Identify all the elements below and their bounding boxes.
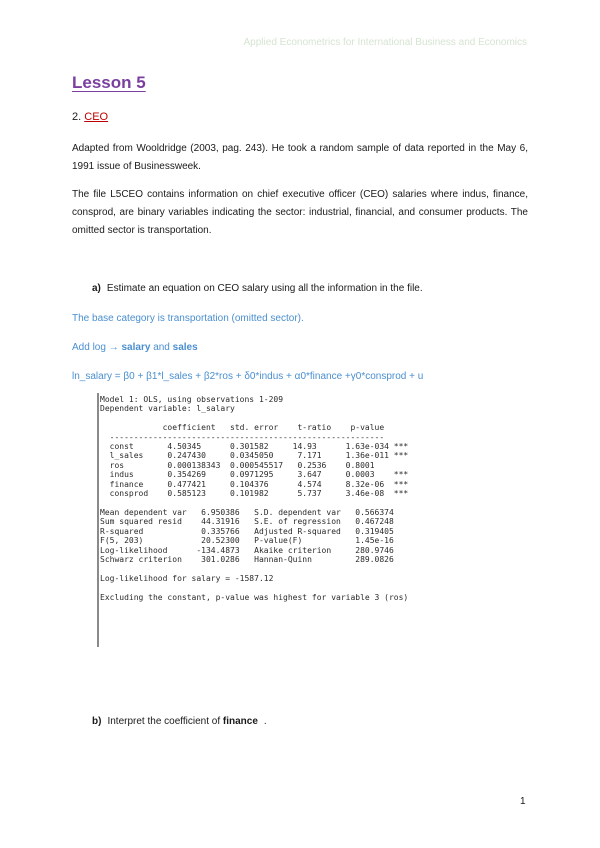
section-number: 2. [72,111,82,123]
question-b-label: b) [92,716,102,727]
page-number: 1 [520,796,526,807]
description-paragraph: The file L5CEO contains information on chief executive officer (CEO) salaries where indus, finance, consprod, are binary variables indicating the sector: industrial, financial, and consumer products. The omitted sector is transportation. [72,189,528,236]
note-log [72,342,198,353]
question-b-suffix: . [263,716,267,727]
question-b-text: Interpret the coefficient of [107,716,221,727]
note-base-category: The base category is transportation (omitted sector). [72,313,304,324]
question-b [92,716,267,727]
question-b-bold: finance [222,716,258,727]
note-log-prefix: Add log → [72,342,119,353]
question-a-text: Estimate an equation on CEO salary using all the information in the file. [106,283,423,294]
lesson-title: Lesson 5 [72,73,146,92]
ceo-link[interactable]: CEO [84,111,109,123]
question-a-label: a) [92,283,101,294]
output-border [97,393,99,647]
gretl-regression-output: Model 1: OLS, using observations 1-209 Dependent variable: l_salary coefficient std. error t-ratio p-value --------------------------------------------------------- const 4.50345 0.301582 14.93 1.63e-034 *** l_sales 0.247430 0.0345050 7.171 1.36e-011 *** ros 0.000138343 0.000545517 0.2536 0.8001 indus 0.354269 0.0971295 3.647 0.0003 *** finance 0.477421 0.104376 4.574 8.32e-06 *** consprod 0.585123 0.101982 5.737 3.46e-08 *** Mean dependent var 6.950386 S.D. dependent var 0.566374 Sum squared resid 44.31916 S.E. of regression 0.467248 R-squared 0.335766 Adjusted R-squared 0.319405 F(5, 203) 20.52300 P-value(F) 1.45e-16 Log-likelihood -134.4873 Akaike criterion 280.9746 Schwarz criterion 301.0286 Hannan-Quinn 289.0826 Log-likelihood for salary = -1587.12 Excluding the constant, p-value was highest for variable 3 (ros) [100,395,490,645]
note-log-salary: salary [121,342,151,353]
note-log-and: and [153,342,170,353]
intro-paragraph: Adapted from Wooldridge (2003, pag. 243). He took a random sample of data reported in the May 6, 1991 issue of Businessweek. [72,143,528,172]
section-heading [72,111,108,123]
regression-equation: ln_salary = β0 + β1*l_sales + β2*ros + δ0*indus + α0*finance +γ0*consprod + u [72,371,424,382]
question-a [92,283,423,294]
running-header: Applied Econometrics for International Business and Economics [243,37,527,48]
note-log-sales: sales [172,342,198,353]
